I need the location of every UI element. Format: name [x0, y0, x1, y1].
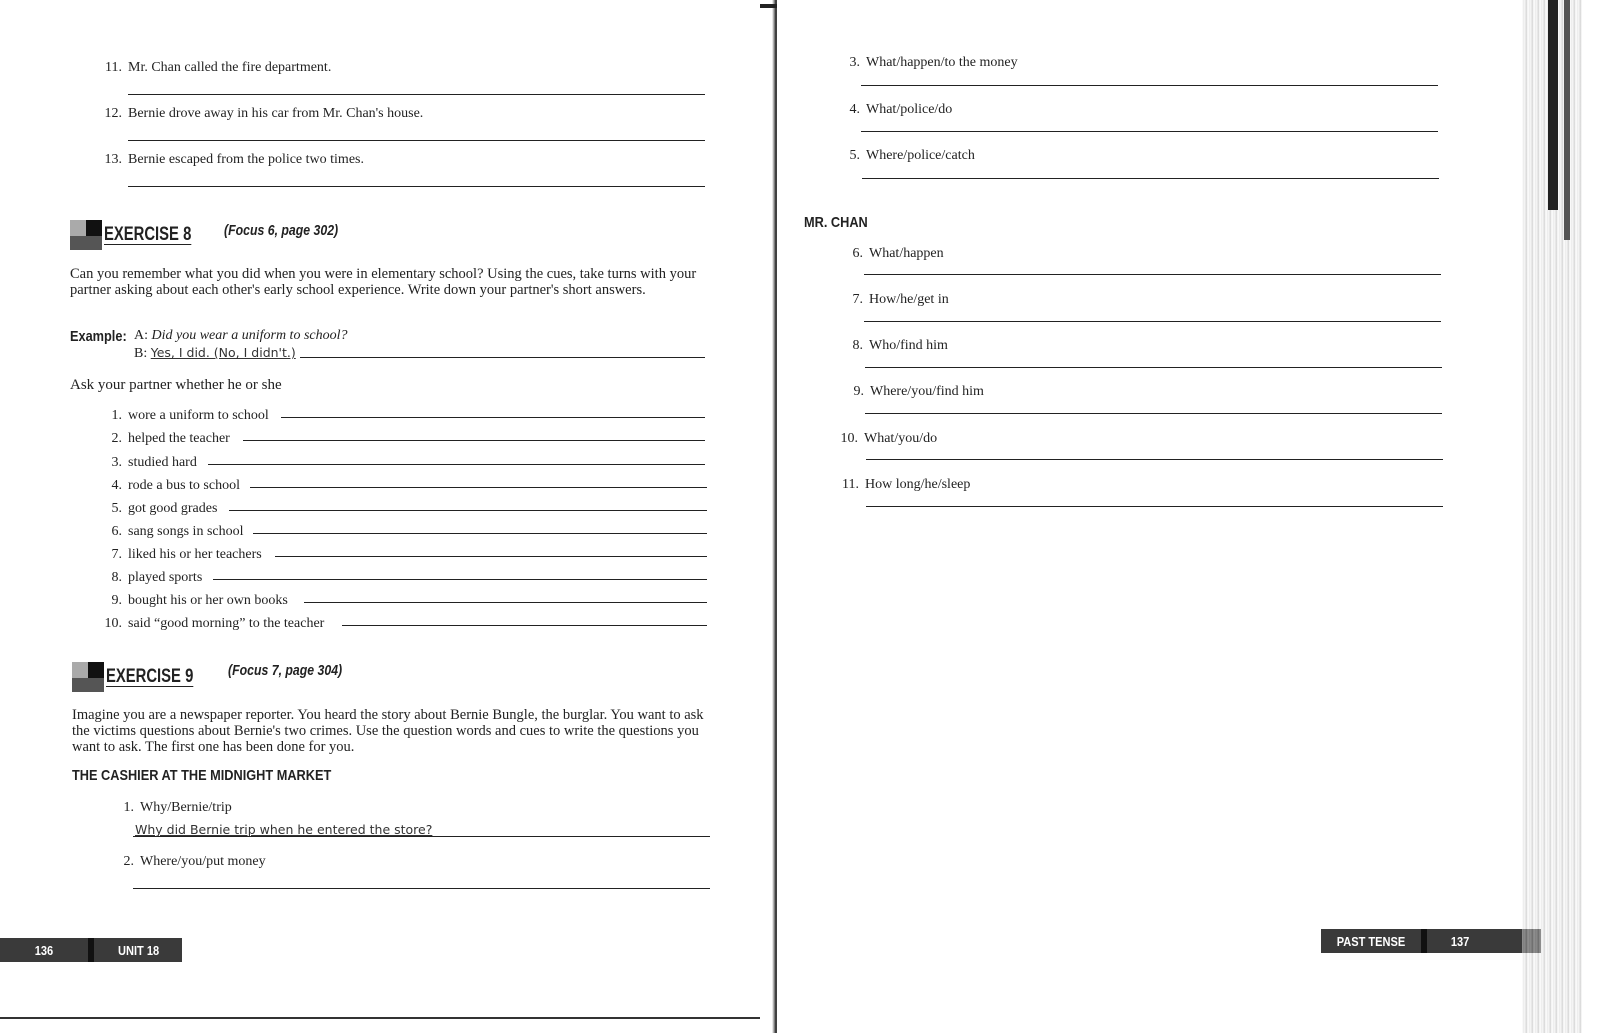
exercise-focus: (Focus 6, page 302) — [224, 222, 339, 239]
answer-line[interactable] — [229, 510, 707, 511]
answer-line[interactable] — [250, 487, 707, 488]
list-item — [834, 55, 1018, 71]
item-text: helped the teacher — [128, 431, 230, 446]
item-number: 9. — [111, 593, 122, 608]
item-text: sang songs in school — [128, 524, 244, 539]
item-text: wore a uniform to school — [128, 408, 269, 423]
item-number: 13. — [104, 152, 122, 167]
item-number: 1. — [111, 408, 122, 423]
exercise-focus: (Focus 7, page 304) — [228, 662, 343, 679]
answer-line[interactable] — [342, 625, 707, 626]
ask-prompt: Ask your partner whether he or she — [70, 377, 282, 393]
example-line-b — [134, 345, 296, 362]
answer-line[interactable] — [213, 579, 707, 580]
item-number: 1. — [123, 800, 134, 815]
answer-line[interactable] — [866, 459, 1443, 460]
list-item — [96, 478, 240, 494]
item-number: 3. — [849, 55, 860, 70]
exercise-square-icon — [70, 220, 102, 250]
item-number: 5. — [111, 501, 122, 516]
answer-line[interactable] — [281, 417, 705, 418]
item-text: played sports — [128, 570, 203, 585]
example-label: Example: — [70, 328, 127, 345]
list-item — [837, 246, 944, 262]
list-item — [96, 455, 197, 471]
list-item — [108, 800, 232, 816]
answer-line[interactable] — [865, 367, 1442, 368]
answer-line[interactable] — [133, 888, 710, 889]
list-item — [838, 384, 984, 400]
page-footer — [1321, 929, 1541, 953]
item-text: What/you/do — [864, 431, 938, 446]
item-number: 6. — [852, 246, 863, 261]
item-text: bought his or her own books — [128, 593, 288, 608]
item-text: How/he/get in — [869, 292, 949, 307]
exercise-square-icon — [72, 662, 104, 692]
list-item — [96, 593, 288, 609]
handwritten-answer: Why did Bernie trip when he entered the store? — [135, 822, 433, 837]
item-number: 2. — [123, 854, 134, 869]
list-item — [96, 616, 324, 632]
list-item — [834, 102, 952, 118]
item-text: Where/police/catch — [866, 148, 975, 163]
example-line-a — [134, 328, 348, 344]
page-edge — [0, 1017, 760, 1019]
list-item — [96, 501, 217, 517]
chapter-label: PAST TENSE — [1336, 933, 1406, 949]
answer-line[interactable] — [864, 321, 1441, 322]
scan-edge-artifact — [1564, 0, 1570, 240]
item-number: 8. — [111, 570, 122, 585]
list-item — [96, 524, 244, 540]
exercise-title: EXERCISE 8 — [104, 224, 192, 245]
answer-line[interactable] — [128, 186, 705, 187]
answer-line[interactable] — [128, 140, 705, 141]
item-text: Where/you/find him — [870, 384, 984, 399]
item-number: 11. — [842, 477, 859, 492]
exercise-instructions: Can you remember what you did when you were in elementary school? Using the cues, take turns with your partner asking about each other's early school experience. Write down your partner's short answers. — [70, 266, 697, 298]
item-number: 11. — [105, 60, 122, 75]
answer-line[interactable] — [253, 533, 707, 534]
page-number: 136 — [34, 942, 54, 958]
exercise-title: EXERCISE 9 — [106, 666, 194, 687]
item-text: rode a bus to school — [128, 478, 240, 493]
item-text: said “good morning” to the teacher — [128, 616, 325, 631]
answer-line[interactable] — [133, 836, 710, 837]
item-text: How long/he/sleep — [865, 477, 971, 492]
item-text: Bernie drove away in his car from Mr. Chan's house. — [128, 106, 424, 121]
item-text: Mr. Chan called the fire department. — [128, 60, 332, 75]
item-text: Bernie escaped from the police two times. — [128, 152, 364, 167]
exercise-8-header — [70, 220, 216, 250]
item-text: Why/Bernie/trip — [140, 800, 232, 815]
speaker-label: A: — [134, 328, 148, 343]
right-page — [777, 0, 1600, 1033]
answer-line[interactable] — [861, 85, 1438, 86]
list-item — [96, 60, 331, 76]
answer-line[interactable] — [208, 464, 705, 465]
answer-line[interactable] — [128, 94, 705, 95]
item-number: 6. — [111, 524, 122, 539]
scan-edge-artifact — [1548, 0, 1558, 210]
list-item — [96, 408, 269, 424]
footer-divider — [88, 938, 94, 962]
left-page — [0, 0, 776, 1033]
answer-line[interactable] — [864, 274, 1441, 275]
exercise-9-header — [72, 662, 218, 692]
answer-line[interactable] — [861, 131, 1438, 132]
section-heading: THE CASHIER AT THE MIDNIGHT MARKET — [72, 767, 332, 784]
footer-divider — [1421, 929, 1427, 953]
list-item — [96, 106, 423, 122]
item-number: 4. — [111, 478, 122, 493]
list-item — [832, 431, 937, 447]
answer-line[interactable] — [275, 556, 707, 557]
item-number: 10. — [104, 616, 122, 631]
list-item — [108, 854, 266, 870]
answer-line[interactable] — [862, 178, 1439, 179]
unit-label: UNIT 18 — [117, 942, 160, 958]
item-number: 2. — [111, 431, 122, 446]
item-number: 12. — [104, 106, 122, 121]
list-item — [833, 477, 970, 493]
item-number: 7. — [852, 292, 863, 307]
item-text: What/police/do — [866, 102, 953, 117]
exercise-instructions: Imagine you are a newspaper reporter. You heard the story about Bernie Bungle, the burglar. You want to ask the victims questions about Bernie's two crimes. Use the question words and cues to write the questions you want to ask. The first one has been done for you. — [72, 707, 704, 755]
item-number: 3. — [111, 455, 122, 470]
answer-line — [300, 357, 705, 358]
list-item — [96, 547, 262, 563]
item-number: 8. — [852, 338, 863, 353]
list-item — [837, 292, 949, 308]
list-item — [837, 338, 948, 354]
item-text: got good grades — [128, 501, 218, 516]
page-number: 137 — [1450, 933, 1470, 949]
answer-line[interactable] — [866, 506, 1443, 507]
list-item — [96, 570, 202, 586]
answer-line[interactable] — [865, 413, 1442, 414]
speaker-label: B: — [134, 346, 148, 361]
example-answer: Yes, I did. (No, I didn't.) — [150, 345, 296, 360]
example-question: Did you wear a uniform to school? — [151, 328, 348, 343]
list-item — [96, 431, 230, 447]
item-text: liked his or her teachers — [128, 547, 262, 562]
answer-line[interactable] — [304, 602, 707, 603]
item-text: studied hard — [128, 455, 197, 470]
item-number: 9. — [853, 384, 864, 399]
item-text: What/happen — [869, 246, 944, 261]
list-item — [96, 152, 364, 168]
answer-line[interactable] — [243, 440, 705, 441]
section-heading: MR. CHAN — [804, 214, 868, 231]
item-number: 7. — [111, 547, 122, 562]
item-number: 10. — [840, 431, 858, 446]
page-footer — [0, 938, 182, 962]
item-number: 4. — [849, 102, 860, 117]
item-text: What/happen/to the money — [866, 55, 1018, 70]
list-item — [834, 148, 975, 164]
item-text: Where/you/put money — [140, 854, 266, 869]
item-text: Who/find him — [869, 338, 948, 353]
item-number: 5. — [849, 148, 860, 163]
